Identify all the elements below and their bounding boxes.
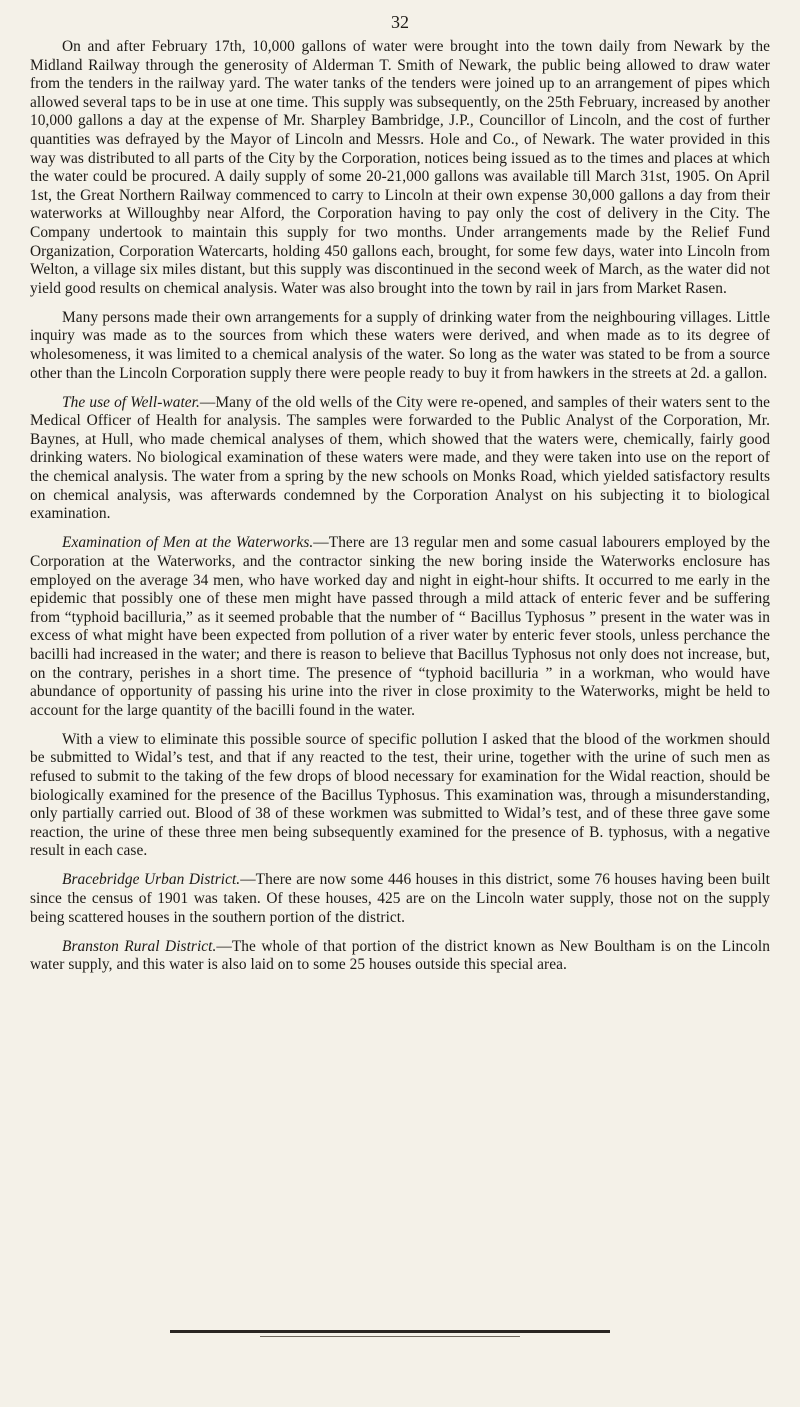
footer-rule-thin	[260, 1336, 520, 1337]
footer-rule	[170, 1330, 610, 1333]
paragraph-water-from-newark	[30, 38, 770, 298]
paragraph-bracebridge	[30, 871, 770, 927]
paragraph-text: —The whole of that portion of the district known as New Boultham is on the Lincoln water supply, and this water is also laid on to some 25 houses outside this special area.	[30, 937, 770, 974]
paragraph-text: Many persons made their own arrangements for a supply of drinking water from the neighbouring villages. Little inquiry was made as to the sources from which these waters were derived, and when made as to its degree of wholesomeness, it was limited to a chemical analysis of the water. So long as the water was stated to be from a source other than the Lincoln Corporation supply there were people ready to buy it from hawkers in the streets at 2d. a gallon.	[30, 308, 770, 382]
page-number: 32	[391, 12, 409, 32]
paragraph-branston	[30, 938, 770, 975]
paragraph-text: —There are now some 446 houses in this district, some 76 houses having been built since the census of 1901 was taken. Of these houses, 425 are on the Lincoln water supply, those not on the supply being scattered houses in the southern portion of the district.	[30, 871, 770, 926]
paragraph-waterworks-men	[30, 534, 770, 720]
section-heading: Examination of Men at the Waterworks.	[62, 534, 314, 552]
paragraph-text: On and after February 17th, 10,000 gallons of water were brought into the town daily from Newark by the Midland Railway through the generosity of Alderman T. Smith of Newark, the public being allowed to draw water from the tenders in the railway yard. The water tanks of the tenders were joined up to an arrangement of pipes which allowed several taps to be in use at one time. This supply was subsequently, on the 25th February, increased by another 10,000 gallons a day at the expense of Mr. Sharpley Bambridge, J.P., Councillor of Lincoln, and the cost of further quantities was defrayed by the Mayor of Lincoln and Messrs. Hole and Co., of Newark. The water provided in this way was distributed to all parts of the City by the Corporation, notices being issued as to the times and places at which the water could be procured. A daily supply of some 20-21,000 gallons was available till March 31st, 1905. On April 1st, the Great Northern Railway commenced to carry to Lincoln at their own expense 30,000 gallons a day from their waterworks at Willoughby near Alford, the Corporation having to pay only the cost of delivery in the City. The Company undertook to maintain this supply for two months. Under arrangements made by the Relief Fund Organization, Corporation Watercarts, holding 450 gallons each, brought, for some few days, water into Lincoln from Welton, a village six miles distant, but this supply was discontinued in the second week of March, as the water did not yield good results on chemical analysis. Water was also brought into the town by rail in jars from Market Rasen.	[30, 38, 770, 297]
section-heading: Branston Rural District.	[62, 937, 217, 955]
paragraph-widal-test	[30, 731, 770, 861]
section-heading: The use of Well-water.	[62, 393, 200, 411]
paragraph-text: —There are 13 regular men and some casual labourers employed by the Corporation at the Waterworks, and the contractor sinking the new boring inside the Waterworks enclosure has employed on the average 34 men, who have worked day and night in eight-hour shifts. It occurred to me early in the epidemic that possibly one of these men might have passed through a mild attack of enteric fever and be suffering from “typhoid bacilluria,” as it seemed probable that the number of “ Bacillus Typhosus ” present in the water was in excess of what might have been expected from pollution of a river water by enteric fever stools, unless perchance the bacilli had increased in the water; and there is reason to believe that Bacillus Typhosus not only does not increase, but, on the contrary, perishes in a short time. The presence of “typhoid bacilluria ” in a workman, who would have abundance of opportunity of passing his urine into the river in close proximity to the Waterworks, might be held to account for the large quantity of the bacilli found in the water.	[30, 534, 771, 719]
paragraph-text: With a view to eliminate this possible source of specific pollution I asked that the blood of the workmen should be submitted to Widal’s test, and that if any reacted to the test, their urine, together with the urine of such men as refused to submit to the taking of the few drops of blood necessary for examination for the Widal reaction, should be biologically examined for the presence of the Bacillus Typhosus. This examination was, through a misunderstanding, only partially carried out. Blood of 38 of these workmen was submitted to Widal’s test, and of these three gave some reaction, the urine of these three men being subsequently examined for the presence of B. typhosus, with a negative result in each case.	[30, 730, 770, 860]
section-heading: Bracebridge Urban District.	[62, 871, 241, 889]
paragraph-village-supplies	[30, 309, 770, 383]
paragraph-text: —Many of the old wells of the City were re-opened, and samples of their waters sent to the Medical Officer of Health for analysis. The samples were forwarded to the Public Analyst of the Corporation, Mr. Baynes, at Hull, who made chemical analyses of them, which showed that the waters were, chemically, fairly good drinking waters. No biological examination of these waters were made, and they were taken into use on the report of the chemical analysis. The water from a spring by the new schools on Monks Road, which yielded satisfactory results on chemical analysis, was afterwards condemned by the Corporation Analyst on his subjecting it to biological examination.	[30, 393, 770, 523]
paragraph-well-water	[30, 394, 770, 524]
